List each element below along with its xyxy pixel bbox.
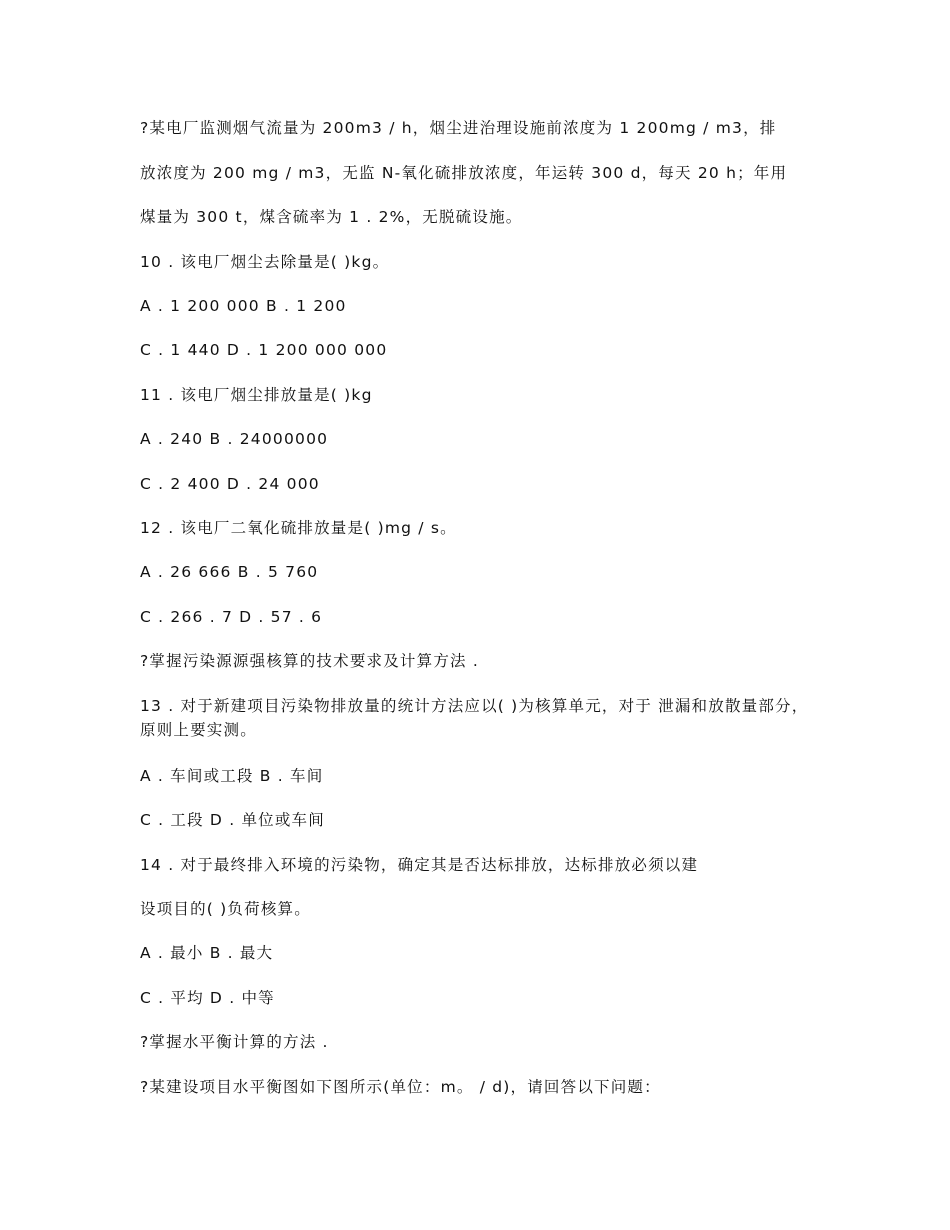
intro-line-2: 放浓度为 200 mg / m3，无监 N-氧化硫排放浓度，年运转 300 d，每天 20 h；年用 bbox=[140, 164, 788, 182]
question-10-options-ab: A . 1 200 000 B . 1 200 bbox=[140, 297, 347, 315]
question-11-options-ab: A . 240 B . 24000000 bbox=[140, 430, 329, 448]
question-14-line-1: 14 . 对于最终排入环境的污染物，确定其是否达标排放，达标排放必须以建 bbox=[140, 856, 699, 874]
question-10-options-cd: C . 1 440 D . 1 200 000 000 bbox=[140, 341, 388, 359]
question-12: 12 . 该电厂二氧化硫排放量是( )mg / s。 bbox=[140, 519, 457, 537]
section-heading-water-balance: ?掌握水平衡计算的方法 . bbox=[140, 1033, 329, 1051]
question-13-options-cd: C . 工段 D . 单位或车间 bbox=[140, 811, 325, 829]
intro-line-3: 煤量为 300 t，煤含硫率为 1 . 2%，无脱硫设施。 bbox=[140, 208, 523, 226]
question-11-options-cd: C . 2 400 D . 24 000 bbox=[140, 475, 320, 493]
water-balance-intro: ?某建设项目水平衡图如下图所示(单位：m。 / d)，请回答以下问题： bbox=[140, 1078, 661, 1096]
question-12-options-ab: A . 26 666 B . 5 760 bbox=[140, 563, 319, 581]
question-13-options-ab: A . 车间或工段 B . 车间 bbox=[140, 767, 324, 785]
question-10: 10 . 该电厂烟尘去除量是( )kg。 bbox=[140, 253, 390, 271]
question-14-line-2: 设项目的( )负荷核算。 bbox=[140, 900, 311, 918]
question-12-options-cd: C . 266 . 7 D . 57 . 6 bbox=[140, 608, 323, 626]
section-heading-source-strength: ?掌握污染源源强核算的技术要求及计算方法 . bbox=[140, 652, 479, 670]
question-11: 11 . 该电厂烟尘排放量是( )kg bbox=[140, 386, 373, 404]
question-13: 13 . 对于新建项目污染物排放量的统计方法应以( )为核算单元，对于 泄漏和放散量部分，原则上要实测。 bbox=[140, 697, 809, 739]
question-14-options-ab: A . 最小 B . 最大 bbox=[140, 944, 274, 962]
question-14-options-cd: C . 平均 D . 中等 bbox=[140, 989, 275, 1007]
intro-line-1: ?某电厂监测烟气流量为 200m3 / h，烟尘进治理设施前浓度为 1 200mg / m3，排 bbox=[140, 119, 777, 137]
